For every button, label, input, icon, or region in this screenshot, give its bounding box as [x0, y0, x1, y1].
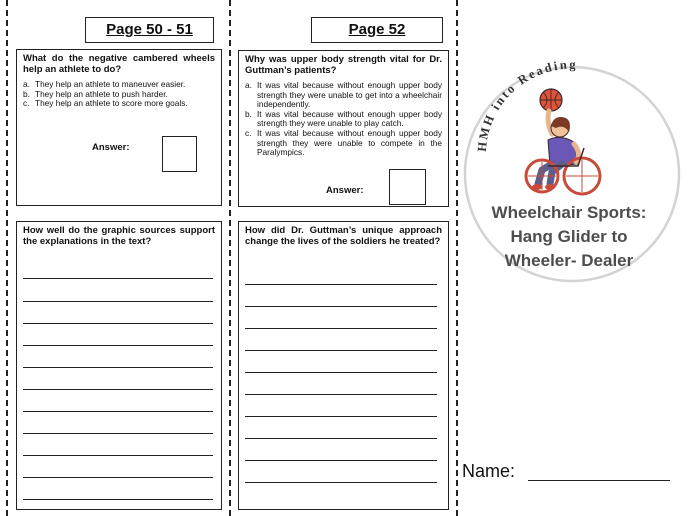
- name-label: Name:: [462, 461, 516, 481]
- option-b: b. It was vital because without enough upper body strength they were unable to play catch.: [245, 108, 442, 129]
- question-text: What do the negative cambered wheels help an athlete to do?: [23, 53, 215, 75]
- fold-line-middle: [229, 0, 231, 516]
- writing-line[interactable]: [245, 284, 437, 285]
- writing-line[interactable]: [245, 350, 437, 351]
- writing-line[interactable]: [245, 372, 437, 373]
- option-a: a. They help an athlete to maneuver easier.: [23, 79, 186, 89]
- writing-line[interactable]: [245, 306, 437, 307]
- fold-line-left: [6, 0, 8, 516]
- wheelchair-athlete-illustration: [526, 89, 600, 194]
- answer-label: Answer:: [92, 142, 130, 153]
- writing-line[interactable]: [245, 438, 437, 439]
- writing-line[interactable]: [23, 323, 213, 324]
- cover-title-line-3: Wheeler- Dealer: [504, 251, 634, 270]
- page-header-50-51: Page 50 - 51: [85, 17, 214, 43]
- cover-title-line-1: Wheelchair Sports:: [491, 203, 647, 222]
- writing-line[interactable]: [23, 367, 213, 368]
- question-text: How well do the graphic sources support the explanations in the text?: [23, 225, 215, 247]
- cover-title-line-2: Hang Glider to: [510, 227, 628, 246]
- writing-line[interactable]: [23, 278, 213, 279]
- writing-line[interactable]: [23, 345, 213, 346]
- writing-line[interactable]: [245, 328, 437, 329]
- option-c: c. It was vital because without enough upper body strength they were unable to compete in the Paralympics.: [245, 127, 442, 158]
- answer-box[interactable]: [162, 136, 197, 172]
- cover-title: [477, 201, 661, 273]
- writing-line[interactable]: [23, 301, 213, 302]
- answer-label: Answer:: [326, 185, 364, 196]
- writing-line[interactable]: [23, 455, 213, 456]
- writing-line[interactable]: [23, 499, 213, 500]
- writing-line[interactable]: [245, 416, 437, 417]
- answer-options: [23, 80, 215, 109]
- writing-line[interactable]: [245, 482, 437, 483]
- answer-box[interactable]: [389, 169, 426, 205]
- writing-line[interactable]: [23, 477, 213, 478]
- answer-options: [245, 81, 442, 158]
- writing-line[interactable]: [245, 394, 437, 395]
- question-text: Why was upper body strength vital for Dr. Guttman’s patients?: [245, 54, 442, 76]
- question-text: How did Dr. Guttman’s unique approach change the lives of the soldiers he treated?: [245, 225, 442, 247]
- hmh-arc-text: HMH into Reading: [474, 57, 578, 153]
- writing-line[interactable]: [23, 411, 213, 412]
- writing-line[interactable]: [23, 389, 213, 390]
- option-c: c. They help an athlete to score more goals.: [23, 98, 188, 109]
- question-box-2: [16, 221, 222, 510]
- question-box-3: [238, 50, 449, 207]
- option-b: b. They help an athlete to push harder.: [23, 88, 168, 99]
- writing-line[interactable]: [245, 460, 437, 461]
- page-header-52: Page 52: [311, 17, 443, 43]
- question-box-1: [16, 49, 222, 206]
- question-box-4: [238, 221, 449, 510]
- name-input-line[interactable]: [528, 480, 670, 481]
- writing-line[interactable]: [23, 433, 213, 434]
- option-a: a. It was vital because without enough upper body strength they were unable to get into a wheelchair independently.: [245, 80, 442, 110]
